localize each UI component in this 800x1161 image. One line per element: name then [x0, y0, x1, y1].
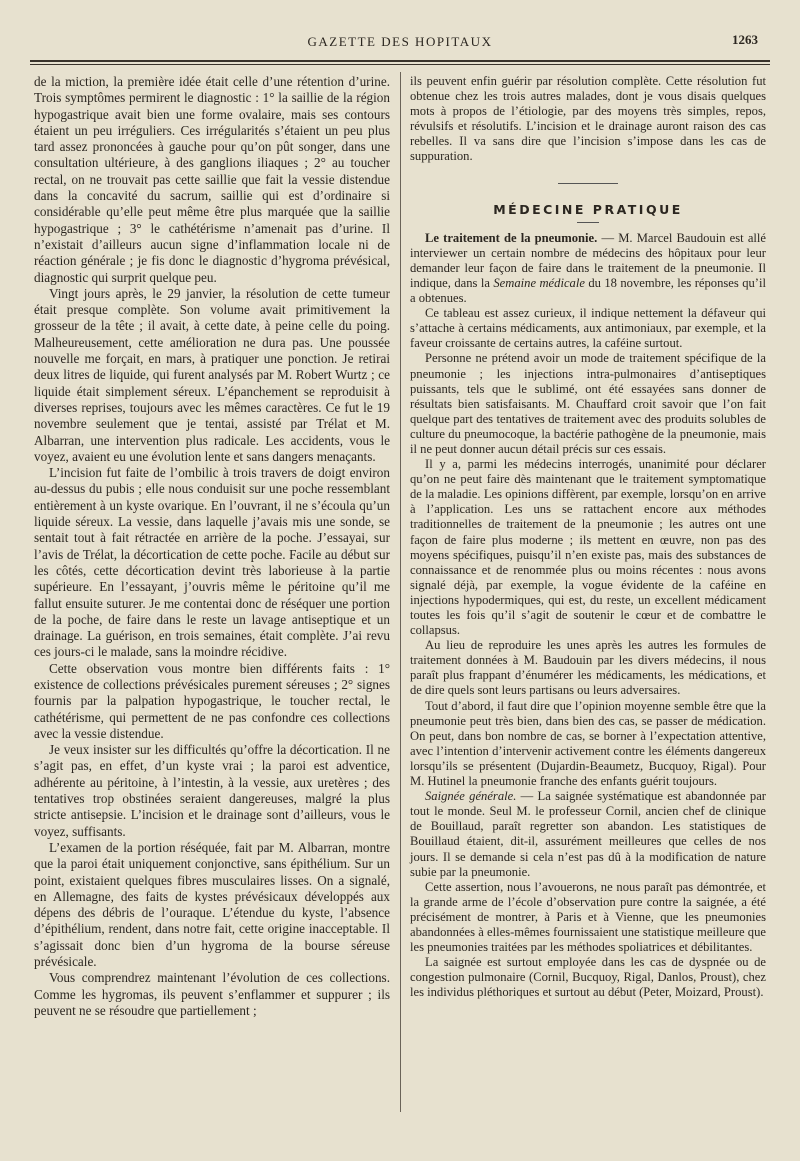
- paragraph: L’examen de la portion réséquée, fait par M. Albarran, montre que la paroi était uniquement conjonctive, sans épithélium. Sur un point, existaient quelques fibres musculaires lisses. On a signalé, en Allemagne, des faits de kystes prévésicaux développés aux dépens des débris de l’ouraque. L’étendue du kyste, l’absence d’épithélium, rendent, dans notre fait, cette origine inacceptable. Il s’agissait donc bien d’un hygroma de la bourse séreuse prévésicale.: [34, 839, 390, 970]
- paragraph: Vous comprendrez maintenant l’évolution de ces collections. Comme les hygromas, ils peuvent s’enflammer et suppurer ; ils peuvent ne se résoudre que partiellement ;: [34, 970, 390, 1018]
- paragraph: ils peuvent enfin guérir par résolution complète. Cette résolution fut obtenue chez les trois autres malades, dont je vous disais quelques mots à propos de l’étiologie, par des moyens très simples, repos, révulsifs et résolutifs. L’incision et le drainage auront raison des cas rebelles. Il va sans dire que l’incision s’impose dans les cas de suppuration.: [410, 74, 766, 164]
- paragraph: Vingt jours après, le 29 janvier, la résolution de cette tumeur était presque complète. Son volume avait primitivement la grosseur de la tête ; il avait, à cette date, à peine celle du poing. Malheureusement, cette amélioration ne dura pas. Une poussée nouvelle me forçait, en mars, à pratiquer une ponction. Je retirai deux litres de liquide, qui furent analysés par M. Robert Wurtz ; ce liquide était simplement séreux. L’épanchement se reproduisit à diverses reprises, toujours avec les mêmes caractères. Ce fut le 19 novembre seulement que je tentai, assisté par Trélat et M. Albarran, une intervention plus radicale. Les accidents, vous le voyez, avaient eu une évolution lente et sans dangers menaçants.: [34, 285, 390, 464]
- paragraph: Il y a, parmi les médecins interrogés, unanimité pour déclarer qu’on ne peut faire dès maintenant que le traitement symptomatique de la maladie. Les opinions diffèrent, par exemple, lorsqu’on en arrive à l’application. Les uns se rattachent encore aux méthodes traditionnelles de traitement de la pneumonie ; les autres ont une façon de faire plus moderne ; ils mettent en œuvre, non pas des moyens spécifiques, puisqu’il n’en existe pas, mais des substances de connaissance et de renommée plus ou moins récentes : nous avons signalé déjà, par exemple, la vogue évidente de la caféine en injections hypodermiques, qui est, du reste, un excellent médicament toutes les fois qu’il s’agit de soutenir le cœur et de combattre le collapsus.: [410, 457, 766, 638]
- section-divider: [558, 183, 618, 184]
- journal-reference: Semaine médicale: [493, 275, 585, 290]
- paragraph: de la miction, la première idée était celle d’une rétention d’urine. Trois symptômes permirent le diagnostic : 1° la saillie de la région hypogastrique avait bien une forme ovalaire, mais ses contours étaient un peu irréguliers. Ces irrégularités s’étaient un peu plus tard assez prononcées à gauche pour qu’on pût songer, dans une consultation ultérieure, à des ganglions iliaques ; 2° au toucher rectal, on ne trouvait pas cette saillie que fait la vessie distendue dans la concavité du sacrum, saillie qui est d’ordinaire si considérable qu’elle peut même être plus marquée que la saillie hypogastrique ; 3° le cathétérisme n’amenait pas d’urine. Il n’existait d’ailleurs aucun signe d’inflammation locale ni de réaction générale ; je fis donc le diagnostic d’hygroma prévésical, diagnostic qui surprit quelque peu.: [34, 74, 390, 285]
- paragraph: Je veux insister sur les difficultés qu’offre la décortication. Il ne s’agit pas, en effet, d’un kyste vrai ; la paroi est adventice, adhérente au péritoine, à l’intestin, à la vessie, aux uretères ; des tentatives trop obstinées seraient dangereuses, malgré la plus stricte antisepsie. L’incision et le drainage sont d’ailleurs, vous le voyez, suffisants.: [34, 742, 390, 839]
- section-heading: [410, 183, 766, 223]
- column-divider: [400, 72, 401, 1112]
- section-divider-small: [577, 222, 599, 223]
- subheading-saignee: Saignée générale.: [425, 789, 517, 804]
- paragraph: Au lieu de reproduire les unes après les autres les formules de traitement données à M. Baudouin par les divers médecins, il nous paraît plus frappant d’énumérer les médicaments, les médications, et de dire quels sont leurs partisans ou leurs adversaires.: [410, 638, 766, 698]
- paragraph: L’incision fut faite de l’ombilic à trois travers de doigt environ au-dessus du pubis ; elle nous conduisit sur une poche ressemblant entièrement à un kyste ovarique. En l’ouvrant, il ne s’écoula qu’un liquide séreux. La vessie, dans laquelle j’avais mis une sonde, se sentait tout à fait rétractée en arrière de la poche. J’essayai, sur l’avis de Trélat, la décortication de cette poche. Facile au début sur les côtés, cette décortication devint très laborieuse à la partie supérieure. En l’essayant, j’ouvris même le péritoine qu’il me fallut ensuite suturer. Je me contentai donc de réséquer une portion de la poche, de faire dans le reste un lavage antiseptique et un drainage. La guérison, en trois semaines, était complète. J’ai revu ces jours-ci le malade, sans la moindre récidive.: [34, 465, 390, 660]
- paragraph: Cette assertion, nous l’avouerons, ne nous paraît pas démontrée, et la grande arme de l’école d’observation pure contre la saignée, a été précisément de montrer, à Paris et à Vienne, que les pneumonies abandonnées à elles-mêmes fournissaient une statistique meilleure que les pneumonies traitées par les méthodes spoliatrices et débilitantes.: [410, 879, 766, 955]
- header-rule: [30, 60, 770, 62]
- article-lead: [410, 231, 766, 306]
- page-number: 1263: [732, 32, 758, 47]
- paragraph: Ce tableau est assez curieux, il indique nettement la défaveur qui s’attache à certains médicaments, aux antimoniaux, par exemple, et la faveur croissante de certains autres, la caféine surtout.: [410, 306, 766, 351]
- journal-title: GAZETTE DES HOPITAUX: [307, 34, 493, 49]
- article-lead-text-end: du 18 novembre, les réponses qu’il a obtenues.: [410, 275, 766, 306]
- header-rule-thin: [30, 64, 770, 65]
- article-title: Le traitement de la pneumonie.: [425, 230, 598, 245]
- paragraph: Personne ne prétend avoir un mode de traitement spécifique de la pneumonie ; les injections intra-pulmonaires d’antiseptiques puissants, tels que le sublimé, ont été essayées sans donner de résultats bien satisfaisants. M. Chauffard croit savoir que l’on fait quelque part des tentatives de traitement avec des produits solubles de culture du pneumocoque, la bactérie pathogène de la pneumonie, mais il ne peut donner aucun détail précis sur ces essais.: [410, 351, 766, 456]
- page-header: [30, 34, 770, 56]
- left-column: [34, 74, 390, 1019]
- article-lead-text: — M. Marcel Baudouin est allé interviewer un certain nombre de médecins des hôpitaux pour leur demander leur façon de faire dans le traitement de la pneumonie. Il indique, dans la: [410, 230, 766, 290]
- paragraph: La saignée est surtout employée dans les cas de dyspnée ou de congestion pulmonaire (Cornil, Bucquoy, Rigal, Danlos, Proust), chez les individus pléthoriques et surtout au début (Peter, Moizard, Proust).: [410, 955, 766, 1000]
- saignee-text: — La saignée systématique est abandonnée par tout le monde. Seul M. le professeur Cornil, ancien chef de clinique de Bouillaud, paraît regretter son abandon. Les statistiques de Bouillaud étaient, dit-il, assurément meilleures que celles de nos jours. Il se demande si cela n’est pas dû à la modification de nature subie par la pneumonie.: [410, 789, 766, 879]
- section-title: MÉDECINE PRATIQUE: [493, 201, 683, 217]
- paragraph-saignee: [410, 789, 766, 880]
- paragraph: Tout d’abord, il faut dire que l’opinion moyenne semble être que la pneumonie peut très bien, dans bien des cas, se passer de médication. On peut, dans bon nombre de cas, se borner à l’expectation attentive, avec l’intention d’intervenir activement contre les éléments dangereux lorsqu’ils se présentent (Dujardin-Beaumetz, Bucquoy, Rigal). Pour M. Hutinel la pneumonie franche des enfants guérit toujours.: [410, 698, 766, 789]
- paragraph: Cette observation vous montre bien différents faits : 1° existence de collections prévésicales purement séreuses ; 2° signes fournis par la palpation hypogastrique, le toucher rectal, le cathétérisme, qui permettent de ne pas confondre ces collections avec la vessie distendue.: [34, 660, 390, 741]
- right-column: [410, 74, 766, 1000]
